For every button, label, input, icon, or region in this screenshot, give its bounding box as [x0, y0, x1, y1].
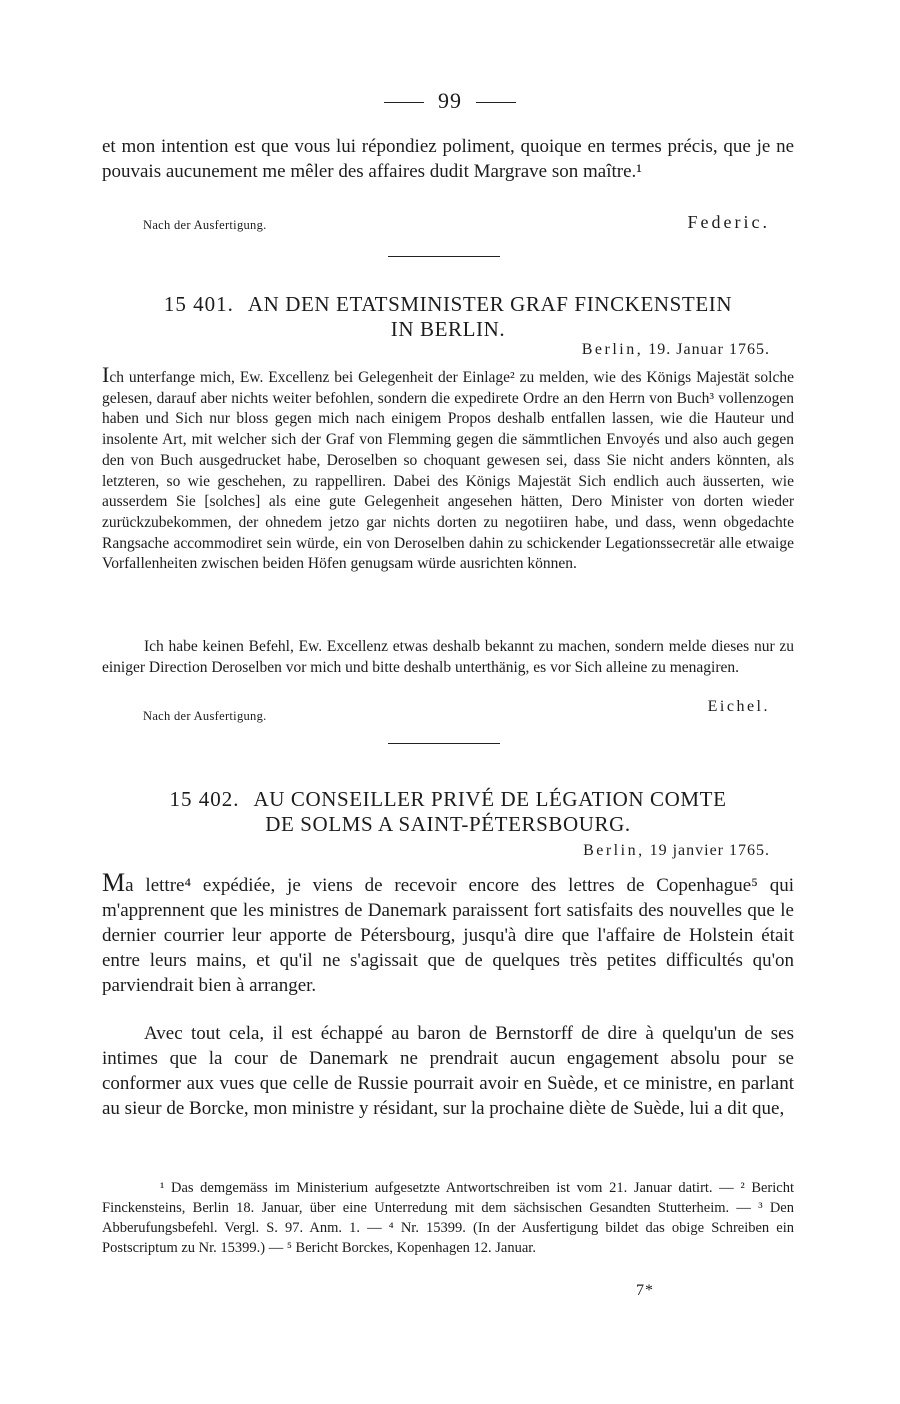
footnotes: ¹ Das demgemäss im Ministerium aufgesetzte Antwortschreiben ist vom 21. Januar datirt. — ² Bericht Finckensteins, Berlin 18. Januar, über eine Unterredung mit dem sächsischen Gesandten Stutterheim. — ³ Den Abberufungsbefehl. Vergl. S. 97. Anm. 1. — ⁴ Nr. 15399. (In der Ausfertigung bildet das obige Schreiben ein Postscriptum zu Nr. 15399.) — ⁵ Bericht Borckes, Kopenhagen 12. Januar. [102, 1180, 794, 1256]
letter-15401-heading [102, 292, 794, 342]
letter-15402-place: Berlin, [583, 842, 645, 859]
page-number-value: 99 [438, 88, 462, 113]
source-note-15401: Nach der Ausfertigung. [143, 709, 267, 723]
page-number [0, 88, 900, 114]
letter-15401-date: 19. Januar 1765. [648, 341, 770, 358]
opening-paragraph: et mon intention est que vous lui répondiez poliment, quoique en termes précis, que je ne pouvais aucunement me mêler des affaires dudit Margrave son maître.¹ [102, 136, 794, 182]
letter-15401-paragraph-1: Ich unterfange mich, Ew. Excellenz bei Gelegenheit der Einlage² zu melden, wie des Königs Majestät solche gelesen, darauf aber nichts weiter befohlen, sondern die expedirete Ordre an den Herrn von Buch³ vollenzogen haben und Sich nur bloss gegen mich nach einigem Propos deshalb entfallen lassen, wie die Hauteur und insolente Art, mit welcher sich der Graf von Flemming gegen die sämmtlichen Envoyés und also auch gegen den von Buch ausgedrucket habe, Deroselben so choquant gewesen sei, dass Sie nicht anders könnten, als letzteren, so wie geschehen, zu rappelliren. Dabei des Königs Majestät Sich endlich auch äusserten, wie ausserdem Sie [solches] als eine gute Gelegenheit angesehen hätten, Dero Minister von dorten wieder zurückzubekommen, der ohnedem jetzo gar nichts dorten zu negotiiren habe, und dass, wenn obgedachte Rangsache accommodiret sein würde, ein von Deroselben dahin zu schickender Legationssecretär alle etwaige Vorfallenheiten zwischen beiden Höfen genugsam würde ausrichten können. [102, 362, 794, 573]
letter-15402-heading-line2: DE SOLMS A SAINT-PÉTERSBOURG. [265, 812, 631, 836]
letter-15402-number: 15 402. [169, 787, 240, 811]
letter-15401-place: Berlin, [581, 341, 644, 358]
letter-15402-heading [102, 787, 794, 837]
printer-signature-mark: 7* [636, 1282, 654, 1299]
page-number-rule-left [384, 102, 424, 103]
letter-15402-recipient: AU CONSEILLER PRIVÉ DE LÉGATION COMTE [253, 787, 727, 811]
source-note-opening: Nach der Ausfertigung. [143, 218, 267, 232]
letter-15401-heading-line2: IN BERLIN. [390, 317, 506, 341]
letter-15401-number: 15 401. [163, 292, 234, 316]
signature-eichel: Eichel. [707, 698, 770, 715]
page-number-rule-right [476, 102, 516, 103]
signature-federic: Federic. [687, 212, 770, 232]
letter-15402-paragraph-2: Avec tout cela, il est échappé au baron de Bernstorff de dire à quelqu'un de ses intimes que la cour de Danemark ne prendrait aucun engagement absolu pour se conformer aux vues que celle de Russie pourrait avoir en Suède, et ce ministre, en parlant au sieur de Borcke, mon ministre y résidant, sur la prochaine diète de Suède, lui a dit que, [102, 1023, 794, 1119]
letter-15401-heading-line1 [102, 292, 794, 317]
letter-15402-heading-line1 [102, 787, 794, 812]
letter-15402-dateline [583, 842, 770, 860]
letter-15401-dateline [582, 341, 770, 359]
letter-15402-paragraph-1: Ma lettre⁴ expédiée, je viens de recevoir encore des lettres de Copenhague⁵ qui m'apprennent que les ministres de Danemark paraissent fort satisfaits des nouvelles que le dernier courrier leur apporte de Pétersbourg, jusqu'à dire que l'affaire de Holstein était entre leurs mains, et qu'il ne s'agissait que de quelques très petites difficultés qu'on parviendrait bien à arranger. [102, 868, 794, 996]
section-divider [388, 256, 500, 257]
letter-15401-paragraph-2: Ich habe keinen Befehl, Ew. Excellenz etwas deshalb bekannt zu machen, sondern melde dieses nur zu einiger Direction Deroselben vor mich und bitte deshalb unterthänig, es vor Sich alleine zu menagiren. [102, 638, 794, 676]
letter-15402-date: 19 janvier 1765. [649, 842, 770, 859]
letter-15401-recipient: AN DEN ETATSMINISTER GRAF FINCKENSTEIN [247, 292, 733, 316]
section-divider [388, 743, 500, 744]
